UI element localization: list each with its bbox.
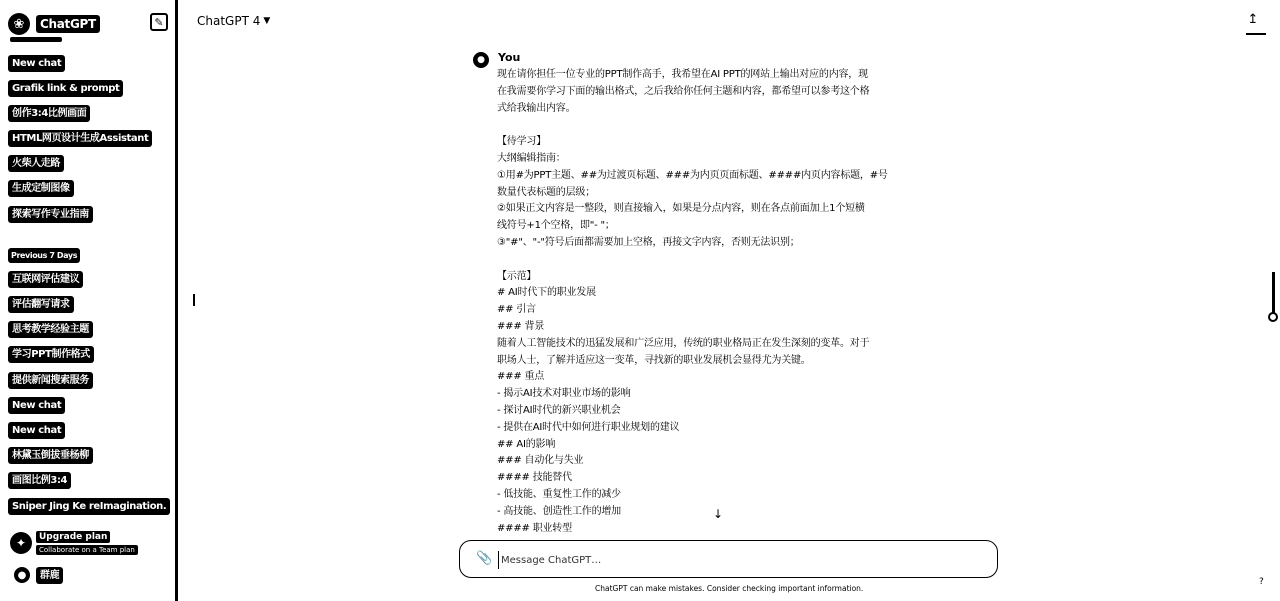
- message-line: - 提供在AI时代中如何进行职业规划的建议: [497, 421, 680, 433]
- sidebar-chat-item[interactable]: [8, 105, 90, 122]
- sidebar-chat-label: Grafik link & prompt: [8, 80, 123, 97]
- user-name: 群鹿: [36, 567, 63, 584]
- message-line: 职场人士，了解并适应这一变革，寻找新的职业发展机会显得尤为关键。: [497, 354, 811, 366]
- sidebar-chat-item[interactable]: [8, 422, 65, 439]
- message-line: #### 职业转型: [497, 522, 572, 534]
- message-line: ②如果正文内容是一整段，则直接输入，如果是分点内容，则在各点前面加上1个短横: [497, 203, 865, 215]
- sidebar-chat-item[interactable]: [8, 447, 93, 464]
- help-icon[interactable]: ?: [1259, 577, 1264, 587]
- user-message-avatar-icon: ●: [473, 52, 489, 68]
- sidebar-chat-item[interactable]: [8, 155, 64, 172]
- message-composer: [459, 540, 998, 578]
- sidebar-chat-item[interactable]: [8, 80, 123, 97]
- sidebar-chat-label: 学习PPT制作格式: [8, 346, 94, 363]
- sidebar-chat-label: 提供新闻搜索服务: [8, 372, 93, 389]
- sidebar-chat-item[interactable]: [8, 498, 168, 515]
- sidebar-chat-label: 创作3:4比例画面: [8, 105, 90, 122]
- share-icon[interactable]: ↥: [1247, 12, 1259, 27]
- chatgpt-logo-icon: ❀: [8, 13, 30, 35]
- sidebar-chat-item[interactable]: [8, 372, 93, 389]
- message-line: 【示范】: [497, 270, 537, 282]
- paperclip-icon[interactable]: 📎: [476, 551, 493, 566]
- upgrade-subtitle: Collaborate on a Team plan: [36, 545, 138, 555]
- scrollbar-thumb[interactable]: [1268, 312, 1278, 322]
- message-line: ### 自动化与失业: [497, 455, 584, 467]
- message-line: [497, 117, 937, 134]
- message-line: ## 引言: [497, 304, 536, 316]
- section-previous-7-days: [8, 247, 80, 264]
- message-line: #### 技能替代: [497, 472, 572, 484]
- model-selector[interactable]: [197, 12, 270, 30]
- sidebar-chat-label: 画图比例3:4: [8, 472, 71, 489]
- user-avatar-icon: ●: [14, 567, 30, 583]
- sidebar-chat-label: 火柴人走路: [8, 155, 64, 172]
- sidebar-chat-label: Sniper Jing Ke reImagination.: [8, 498, 170, 515]
- upgrade-plan-button[interactable]: [10, 528, 170, 558]
- sidebar-header[interactable]: [8, 10, 170, 38]
- message-line: 数量代表标题的层级；: [497, 186, 595, 198]
- sidebar-chat-label: 生成定制图像: [8, 180, 74, 197]
- sidebar-chat-item[interactable]: [8, 271, 83, 288]
- sidebar-toggle-handle[interactable]: [193, 294, 195, 306]
- message-line: [497, 252, 937, 269]
- message-line: 现在请你担任一位专业的PPT制作高手，我希望在AI PPT的网站上输出对应的内容，现: [497, 69, 868, 80]
- message-line: # AI时代下的职业发展: [497, 287, 596, 299]
- sidebar-chat-item[interactable]: [8, 346, 94, 363]
- sidebar-chat-label: 评估翻写请求: [8, 296, 74, 313]
- message-author: You: [498, 51, 521, 64]
- sidebar-chat-label: HTML网页设计生成Assistant: [8, 130, 152, 147]
- sidebar-chat-item[interactable]: [8, 206, 93, 223]
- sidebar-chat-label: New chat: [8, 397, 65, 414]
- sidebar: [0, 0, 178, 601]
- chevron-down-icon: ▼: [263, 16, 271, 26]
- sidebar-chat-label: 探索写作专业指南: [8, 206, 93, 223]
- message-line: 【待学习】: [497, 136, 546, 148]
- sidebar-chat-item[interactable]: [8, 397, 65, 414]
- disclaimer-text: ChatGPT can make mistakes. Consider checking important information.: [595, 584, 864, 593]
- sidebar-chat-item[interactable]: [8, 55, 65, 72]
- sidebar-chat-label: 林黛玉倒拔垂杨柳: [8, 447, 93, 464]
- sidebar-chat-item[interactable]: [8, 472, 71, 489]
- user-menu[interactable]: [14, 565, 63, 585]
- scroll-to-bottom-icon[interactable]: ↓: [713, 507, 724, 521]
- share-underline: [1246, 33, 1266, 35]
- brand-label: ChatGPT: [36, 15, 100, 33]
- sidebar-chat-label: 互联网评估建议: [8, 271, 83, 288]
- message-line: 式给我输出内容。: [497, 102, 576, 114]
- sidebar-chat-label: New chat: [8, 55, 65, 72]
- message-line: 随着人工智能技术的迅猛发展和广泛应用，传统的职业格局正在发生深刻的变革。对于: [497, 337, 870, 349]
- message-line: ①用#为PPT主题、##为过渡页标题、###为内页页面标题、####内页内容标题，#号: [497, 169, 888, 181]
- message-line: ### 背景: [497, 320, 545, 332]
- message-line: ### 重点: [497, 371, 545, 383]
- sparkle-icon: ✦: [10, 532, 32, 554]
- sidebar-chat-item[interactable]: [8, 130, 152, 147]
- upgrade-title: Upgrade plan: [36, 531, 110, 543]
- model-label: ChatGPT 4: [197, 14, 261, 28]
- sidebar-chat-item[interactable]: [8, 321, 93, 338]
- message-line: 大纲编辑指南：: [497, 152, 566, 164]
- message-line: - 揭示AI技术对职业市场的影响: [497, 388, 631, 400]
- sidebar-chat-item[interactable]: [8, 180, 74, 197]
- message-input[interactable]: [498, 551, 983, 569]
- sidebar-chat-label: New chat: [8, 422, 65, 439]
- message-line: - 低技能、重复性工作的减少: [497, 488, 621, 500]
- message-line: ③"#"、"-"符号后面都需要加上空格，再接文字内容，否则无法识别；: [497, 236, 800, 248]
- message-line: 在我需要你学习下面的输出格式，之后我给你任何主题和内容，都希望可以参考这个格: [497, 85, 870, 97]
- message-line: 线符号+1个空格，即"- "；: [497, 220, 615, 232]
- message-line: - 探讨AI时代的新兴职业机会: [497, 404, 621, 416]
- sidebar-chat-label: 思考教学经验主题: [8, 321, 93, 338]
- brand-underline: [10, 37, 62, 42]
- section-label: Previous 7 Days: [8, 248, 80, 263]
- sidebar-chat-item[interactable]: [8, 296, 74, 313]
- new-chat-icon[interactable]: ✎: [150, 13, 168, 31]
- message-line: - 高技能、创造性工作的增加: [497, 505, 621, 517]
- message-content: [497, 67, 937, 537]
- message-line: ## AI的影响: [497, 438, 556, 450]
